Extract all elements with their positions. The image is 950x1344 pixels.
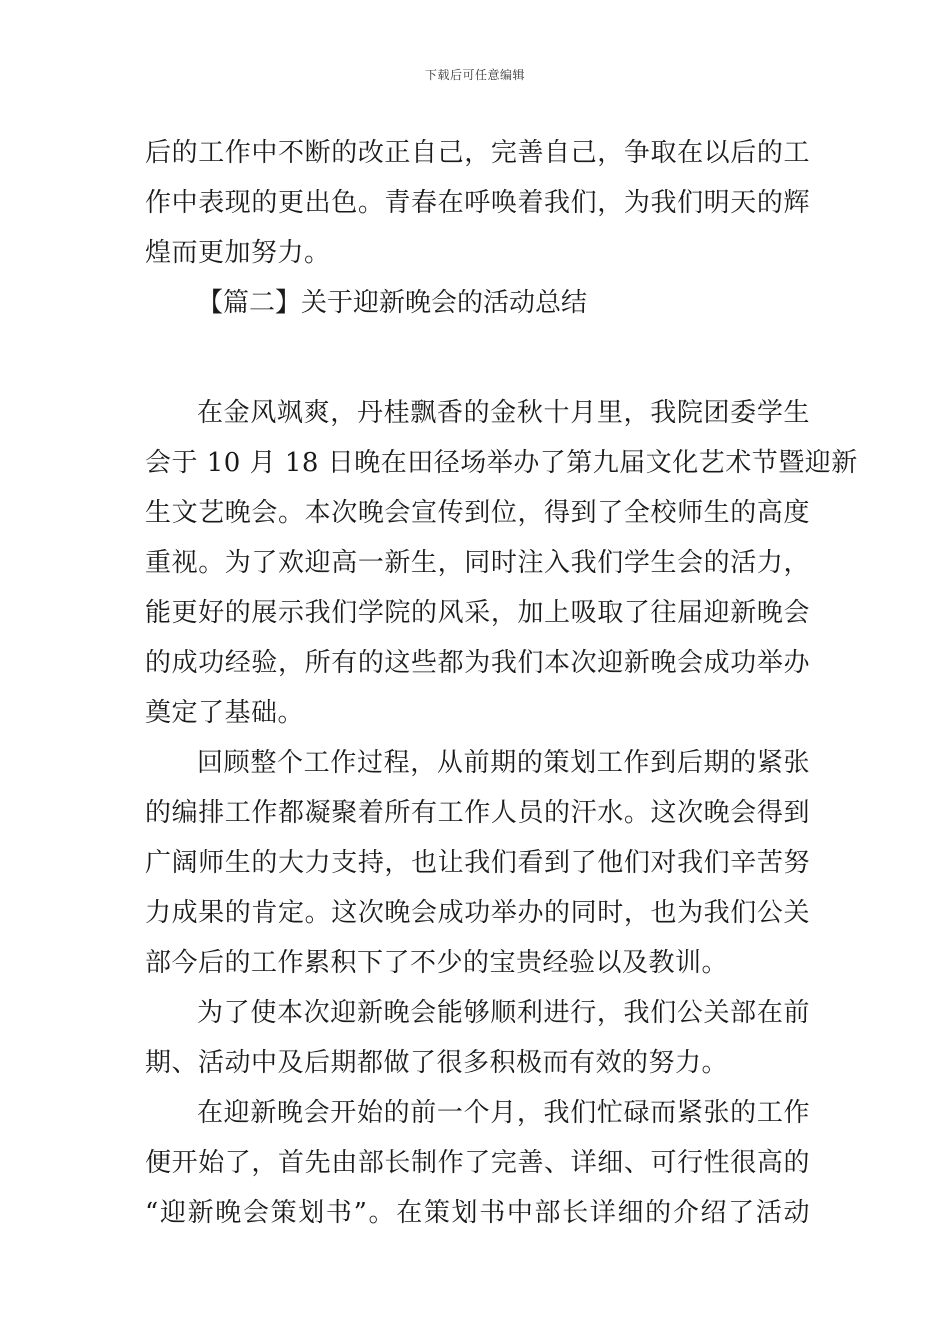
paragraph [145,1088,810,1238]
text-line: 的成功经验，所有的这些都为我们本次迎新晚会成功举办 [145,648,810,678]
text-line: 为了使本次迎新晚会能够顺利进行，我们公关部在前 [197,998,810,1028]
text-line: 在迎新晚会开始的前一个月，我们忙碌而紧张的工作 [197,1098,810,1128]
section-title: 【篇二】关于迎新晚会的活动总结 [197,288,588,318]
text-line: 便开始了，首先由部长制作了完善、详细、可行性很高的 [145,1148,810,1178]
text-line: 回顾整个工作过程，从前期的策划工作到后期的紧张 [197,748,810,778]
text-line: 在金风飒爽，丹桂飘香的金秋十月里，我院团委学生 [197,398,810,428]
paragraph [145,388,858,738]
intro-paragraph [145,128,810,278]
text-line: 会于 10 月 18 日晚在田径场举办了第九届文化艺术节暨迎新 [145,448,858,478]
text-line: 奠定了基础。 [145,698,305,728]
text-line: 部今后的工作累积下了不少的宝贵经验以及教训。 [145,948,729,978]
text-line: 后的工作中不断的改正自己，完善自己，争取在以后的工 [145,138,810,168]
paragraph [145,738,810,988]
page-header: 下载后可任意编辑 [424,68,525,82]
text-line: 的编排工作都凝聚着所有工作人员的汗水。这次晚会得到 [145,798,810,828]
text-line: 广阔师生的大力支持，也让我们看到了他们对我们辛苦努 [145,848,810,878]
text-line: “迎新晚会策划书”。在策划书中部长详细的介绍了活动 [145,1198,810,1228]
text-line: 煌而更加努力。 [145,238,331,268]
text-line: 生文艺晚会。本次晚会宣传到位，得到了全校师生的高度 [145,498,810,528]
text-line: 期、活动中及后期都做了很多积极而有效的努力。 [145,1048,729,1078]
paragraph [145,988,810,1088]
blank-gap [145,328,810,388]
document-body [145,128,858,1238]
text-line: 能更好的展示我们学院的风采，加上吸取了往届迎新晚会 [145,598,810,628]
text-line: 重视。为了欢迎高一新生，同时注入我们学生会的活力， [145,548,810,578]
text-line: 力成果的肯定。这次晚会成功举办的同时，也为我们公关 [145,898,810,928]
text-line: 作中表现的更出色。青春在呼唤着我们，为我们明天的辉 [145,188,810,218]
